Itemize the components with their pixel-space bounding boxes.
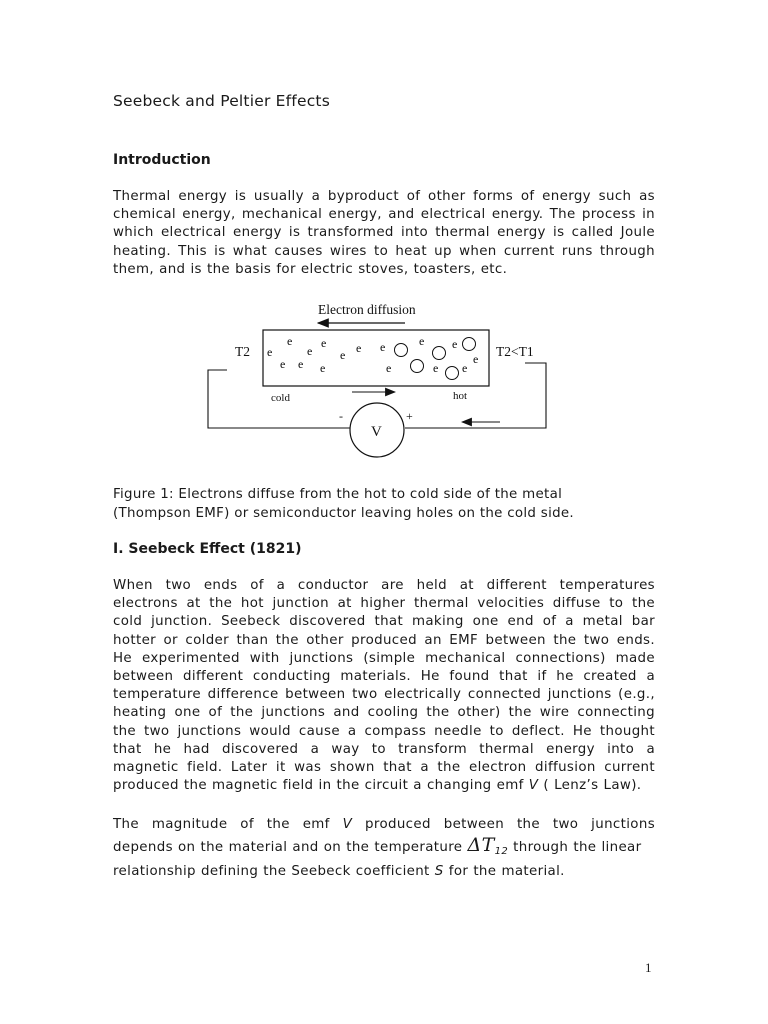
text-line: chemical energy, mechanical energy, and electrical energy. The process in bbox=[113, 207, 655, 223]
text-line: magnetic field. Later it was shown that a the electron diffusion current bbox=[113, 760, 655, 776]
seebeck-diagram bbox=[200, 296, 560, 464]
caption-line: (Thompson EMF) or semiconductor leaving holes on the cold side. bbox=[113, 505, 574, 521]
cold-label: cold bbox=[271, 392, 290, 404]
electron: e bbox=[287, 334, 293, 348]
seebeck-paragraph bbox=[113, 577, 655, 795]
caption-line: Figure 1: Electrons diffuse from the hot to cold side of the metal bbox=[113, 487, 563, 502]
text-line: When two ends of a conductor are held at different temperatures bbox=[113, 578, 655, 593]
text-line: them, and is the basis for electric stoves, toasters, etc. bbox=[113, 261, 508, 277]
hole-circle bbox=[446, 367, 459, 380]
electron: e bbox=[419, 334, 425, 348]
text-line: heating. This is what causes wires to heat up when current runs through bbox=[113, 243, 655, 259]
t2-label: T2 bbox=[235, 344, 250, 359]
text-line: the two junctions would cause a compass needle to deflect. He thought bbox=[113, 723, 655, 739]
subscript-12: 12 bbox=[494, 846, 509, 857]
text-line: Thermal energy is usually a byproduct of other forms of energy such as bbox=[113, 189, 655, 204]
electron: e bbox=[320, 361, 326, 375]
text-line: temperature difference between two electrically connected junctions (e.g., bbox=[113, 687, 655, 703]
text-segment: The magnitude of the emf bbox=[113, 817, 330, 832]
electron: e bbox=[307, 344, 313, 358]
page-number: 1 bbox=[645, 960, 652, 975]
voltmeter-label: V bbox=[371, 424, 382, 440]
electron: e bbox=[298, 357, 304, 371]
text-line: that he had discovered a way to transform thermal energy into a bbox=[113, 741, 655, 757]
text-line: heating one of the junctions and cooling the other) the wire connecting bbox=[113, 705, 655, 721]
hole-circle bbox=[433, 347, 446, 360]
electron: e bbox=[386, 361, 392, 375]
text-line bbox=[113, 862, 655, 882]
text-segment: relationship defining the Seebeck coefficient bbox=[113, 864, 430, 879]
emf-variable: V bbox=[528, 778, 539, 794]
electron: e bbox=[340, 348, 346, 362]
electron: e bbox=[380, 340, 386, 354]
hole-circle bbox=[395, 344, 408, 357]
delta-t-symbol: ΔT bbox=[467, 834, 495, 856]
text-segment: through the linear bbox=[513, 840, 642, 855]
introduction-heading: Introduction bbox=[113, 152, 211, 168]
text-segment: produced between the two junctions bbox=[365, 817, 656, 832]
text-segment: ( Lenz’s Law). bbox=[543, 778, 642, 794]
electron: e bbox=[267, 345, 273, 359]
minus-terminal: - bbox=[339, 409, 343, 423]
right-wire bbox=[405, 363, 546, 428]
text-line: which electrical energy is transformed into thermal energy is called Joule bbox=[113, 225, 655, 241]
emf-paragraph bbox=[113, 815, 655, 882]
text-segment: depends on the material and on the temperature bbox=[113, 840, 463, 855]
electron: e bbox=[433, 361, 439, 375]
text-line: He experimented with junctions (simple mechanical connections) made bbox=[113, 650, 655, 666]
text-line bbox=[113, 835, 655, 862]
text-line: between different conducting materials. He found that if he created a bbox=[113, 669, 655, 685]
electron: e bbox=[321, 336, 327, 350]
electron: e bbox=[462, 361, 468, 375]
seebeck-variable: S bbox=[434, 864, 444, 879]
t2-lt-t1-label: T2<T1 bbox=[496, 344, 534, 359]
seebeck-effect-heading: I. Seebeck Effect (1821) bbox=[113, 541, 302, 557]
text-segment: for the material. bbox=[448, 864, 565, 879]
text-line bbox=[113, 815, 655, 835]
introduction-paragraph bbox=[113, 188, 655, 279]
electron-diffusion-label: Electron diffusion bbox=[318, 302, 416, 317]
electron: e bbox=[356, 341, 362, 355]
electron: e bbox=[280, 357, 286, 371]
text-line: cold junction. Seebeck discovered that making one end of a metal bar bbox=[113, 614, 655, 630]
figure-caption bbox=[113, 486, 673, 523]
text-line: hotter or colder than the other produced an EMF between the two ends. bbox=[113, 632, 655, 648]
electron: e bbox=[473, 352, 479, 366]
electron: e bbox=[452, 337, 458, 351]
plus-terminal: + bbox=[406, 409, 413, 423]
emf-variable: V bbox=[342, 817, 353, 832]
page-title: Seebeck and Peltier Effects bbox=[113, 92, 330, 110]
text-line bbox=[113, 777, 655, 795]
hole-circle bbox=[463, 338, 476, 351]
text-line: electrons at the hot junction at higher thermal velocities diffuse to the bbox=[113, 596, 655, 612]
hole-circle bbox=[411, 360, 424, 373]
text-segment: produced the magnetic field in the circuit a changing emf bbox=[113, 778, 524, 794]
hot-label: hot bbox=[453, 390, 468, 402]
